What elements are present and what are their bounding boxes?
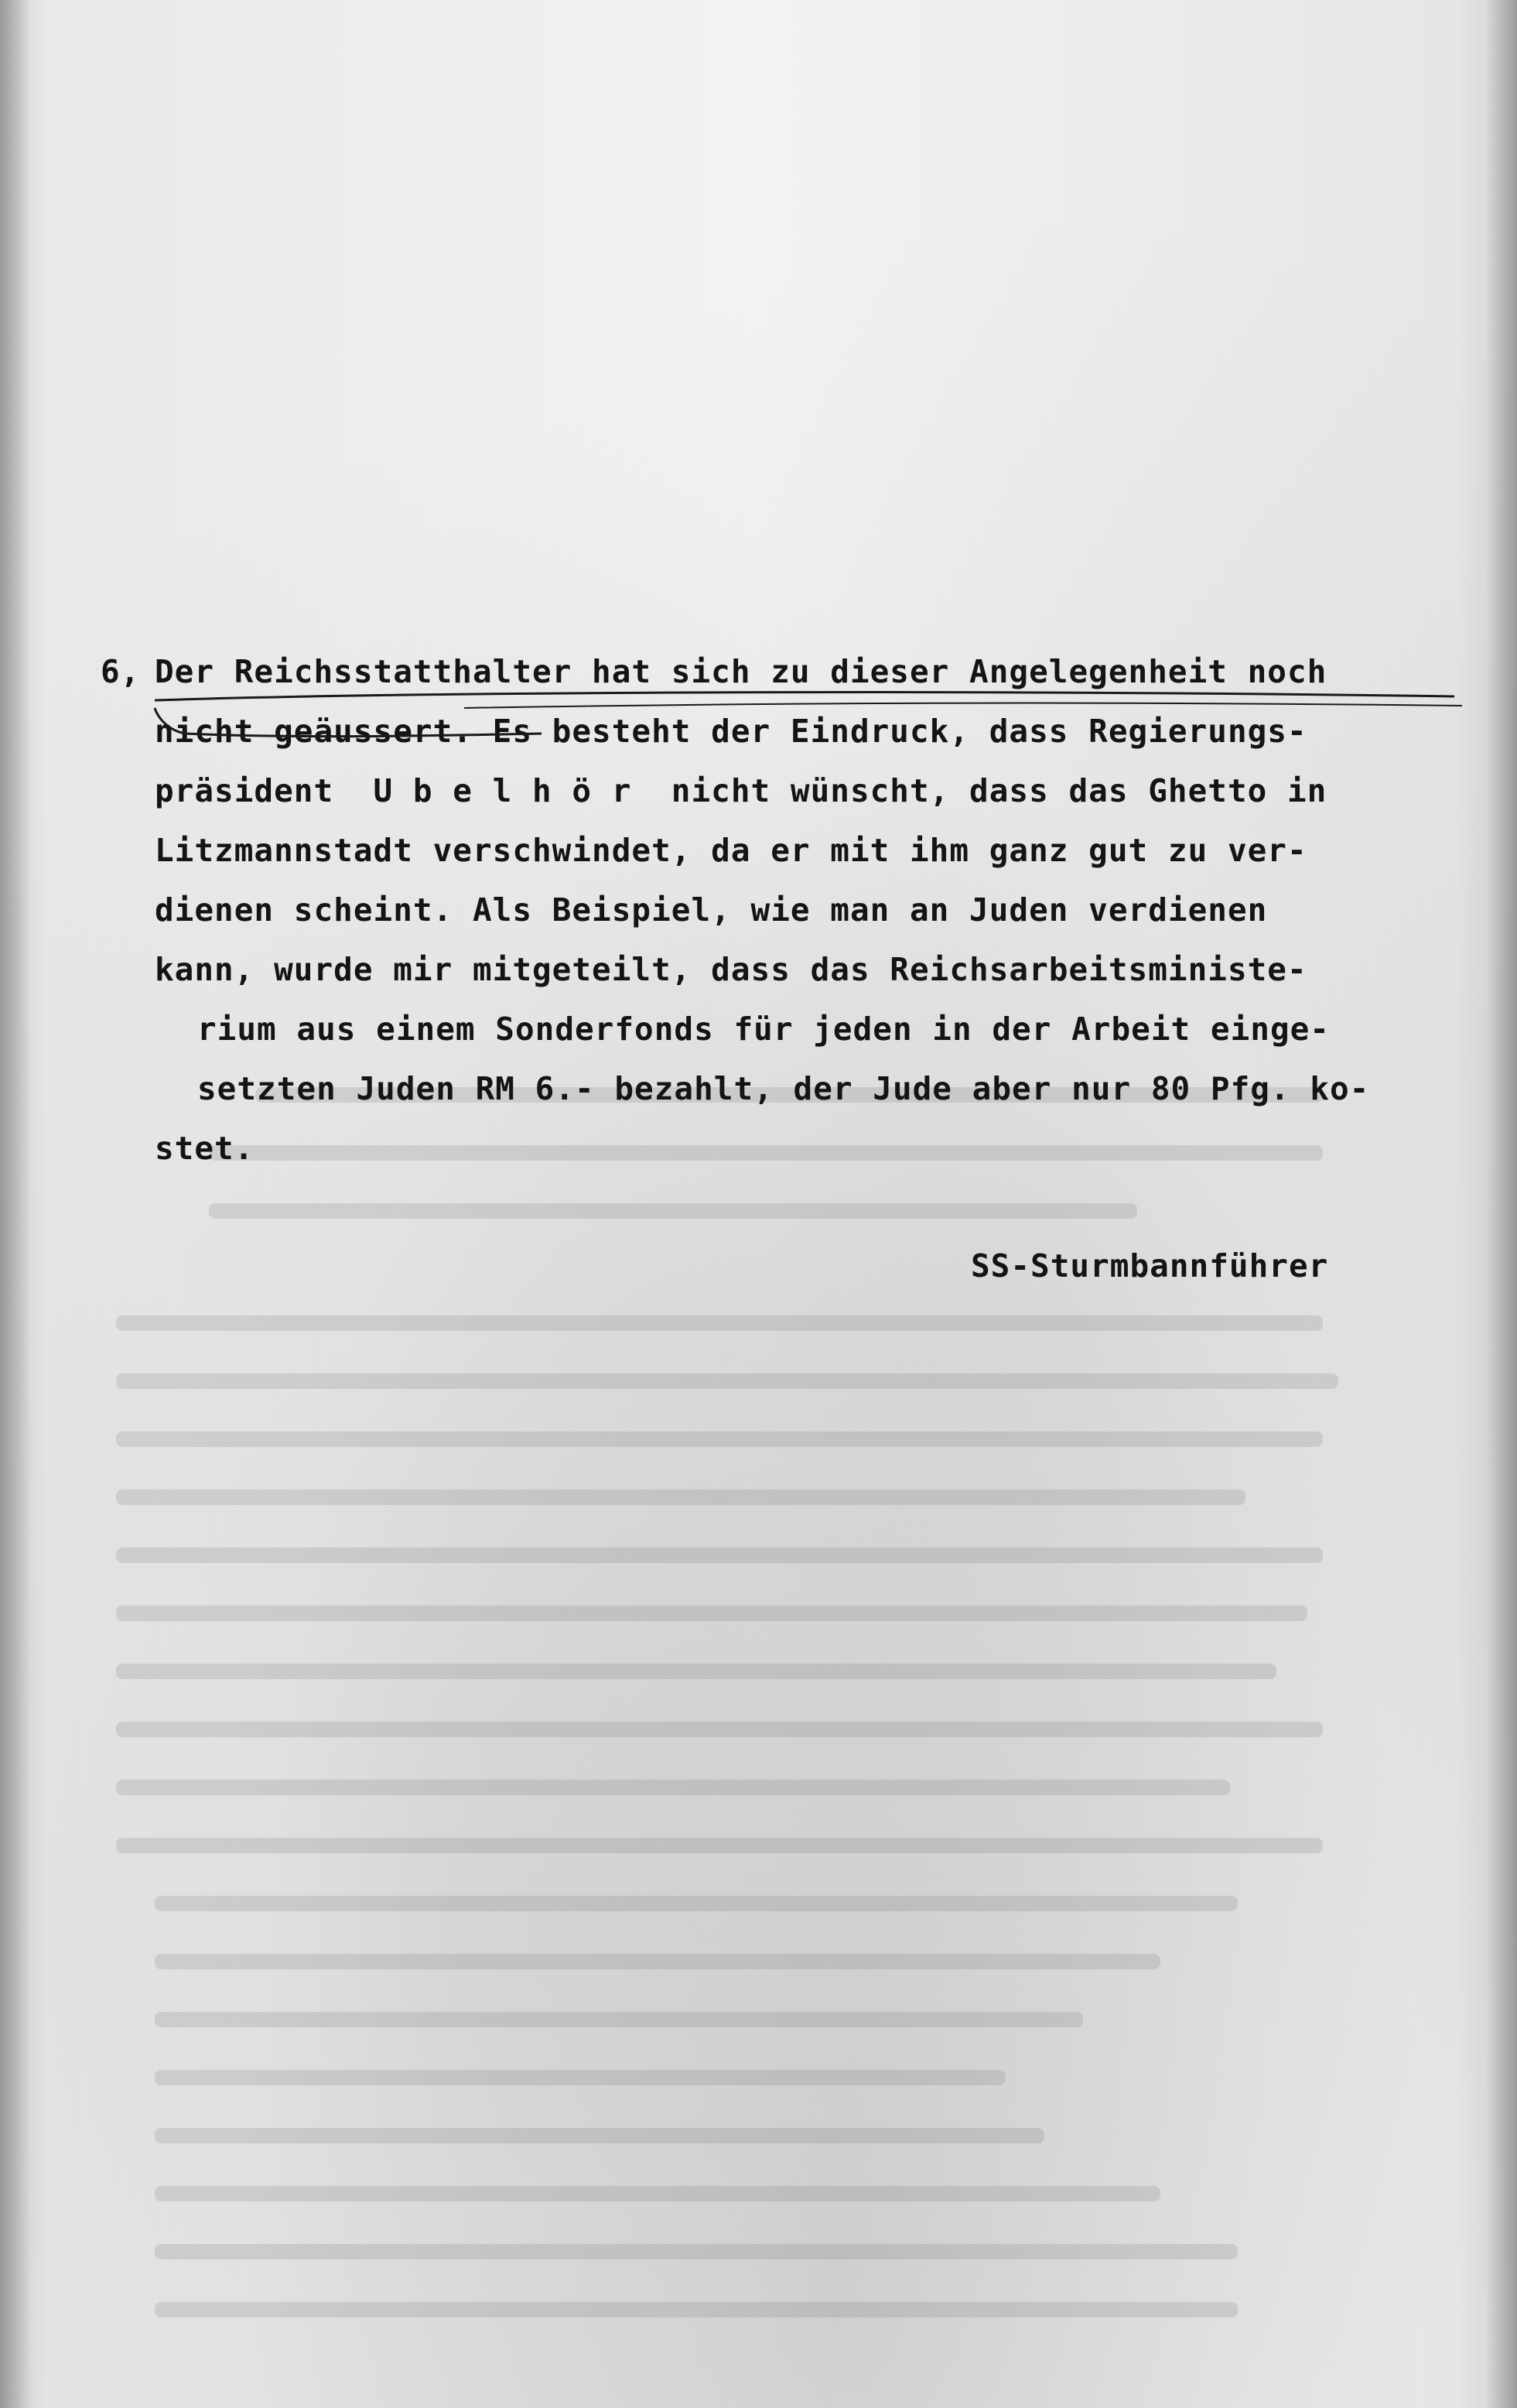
line-text: Litzmannstadt verschwindet, da er mit ihm ganz gut zu ver- xyxy=(155,832,1307,869)
paragraph-line xyxy=(101,881,1470,940)
paragraph-line xyxy=(101,761,1470,821)
paragraph-line xyxy=(101,1119,1470,1178)
paragraph-6 xyxy=(101,642,1470,1178)
line-text: rium aus einem Sonderfonds für jeden in der Arbeit einge- xyxy=(197,1011,1330,1048)
line-text: setzten Juden RM 6.- bezahlt, der Jude aber nur 80 Pfg. ko- xyxy=(197,1070,1370,1107)
line-text: nicht geäussert. Es besteht der Eindruck, dass Regierungs- xyxy=(155,713,1307,750)
line-text: stet. xyxy=(155,1130,255,1167)
paragraph-line xyxy=(101,1059,1470,1119)
line-text: dienen scheint. Als Beispiel, wie man an Juden verdienen xyxy=(155,891,1268,929)
paragraph-line xyxy=(101,702,1470,761)
paragraph-line xyxy=(101,642,1470,702)
paragraph-line xyxy=(101,940,1470,1000)
paragraph-line xyxy=(101,821,1470,881)
line-text: präsident U b e l h ö r nicht wünscht, dass das Ghetto in xyxy=(155,772,1327,809)
paragraph-number: 6, xyxy=(101,653,141,690)
paragraph-line xyxy=(101,1000,1470,1059)
line-text: kann, wurde mir mitgeteilt, dass das Reichsarbeitsministe- xyxy=(155,951,1307,988)
line-text: Der Reichsstatthalter hat sich zu dieser Angelegenheit noch xyxy=(155,653,1327,690)
signature-title: SS-Sturmbannführer xyxy=(971,1247,1329,1284)
